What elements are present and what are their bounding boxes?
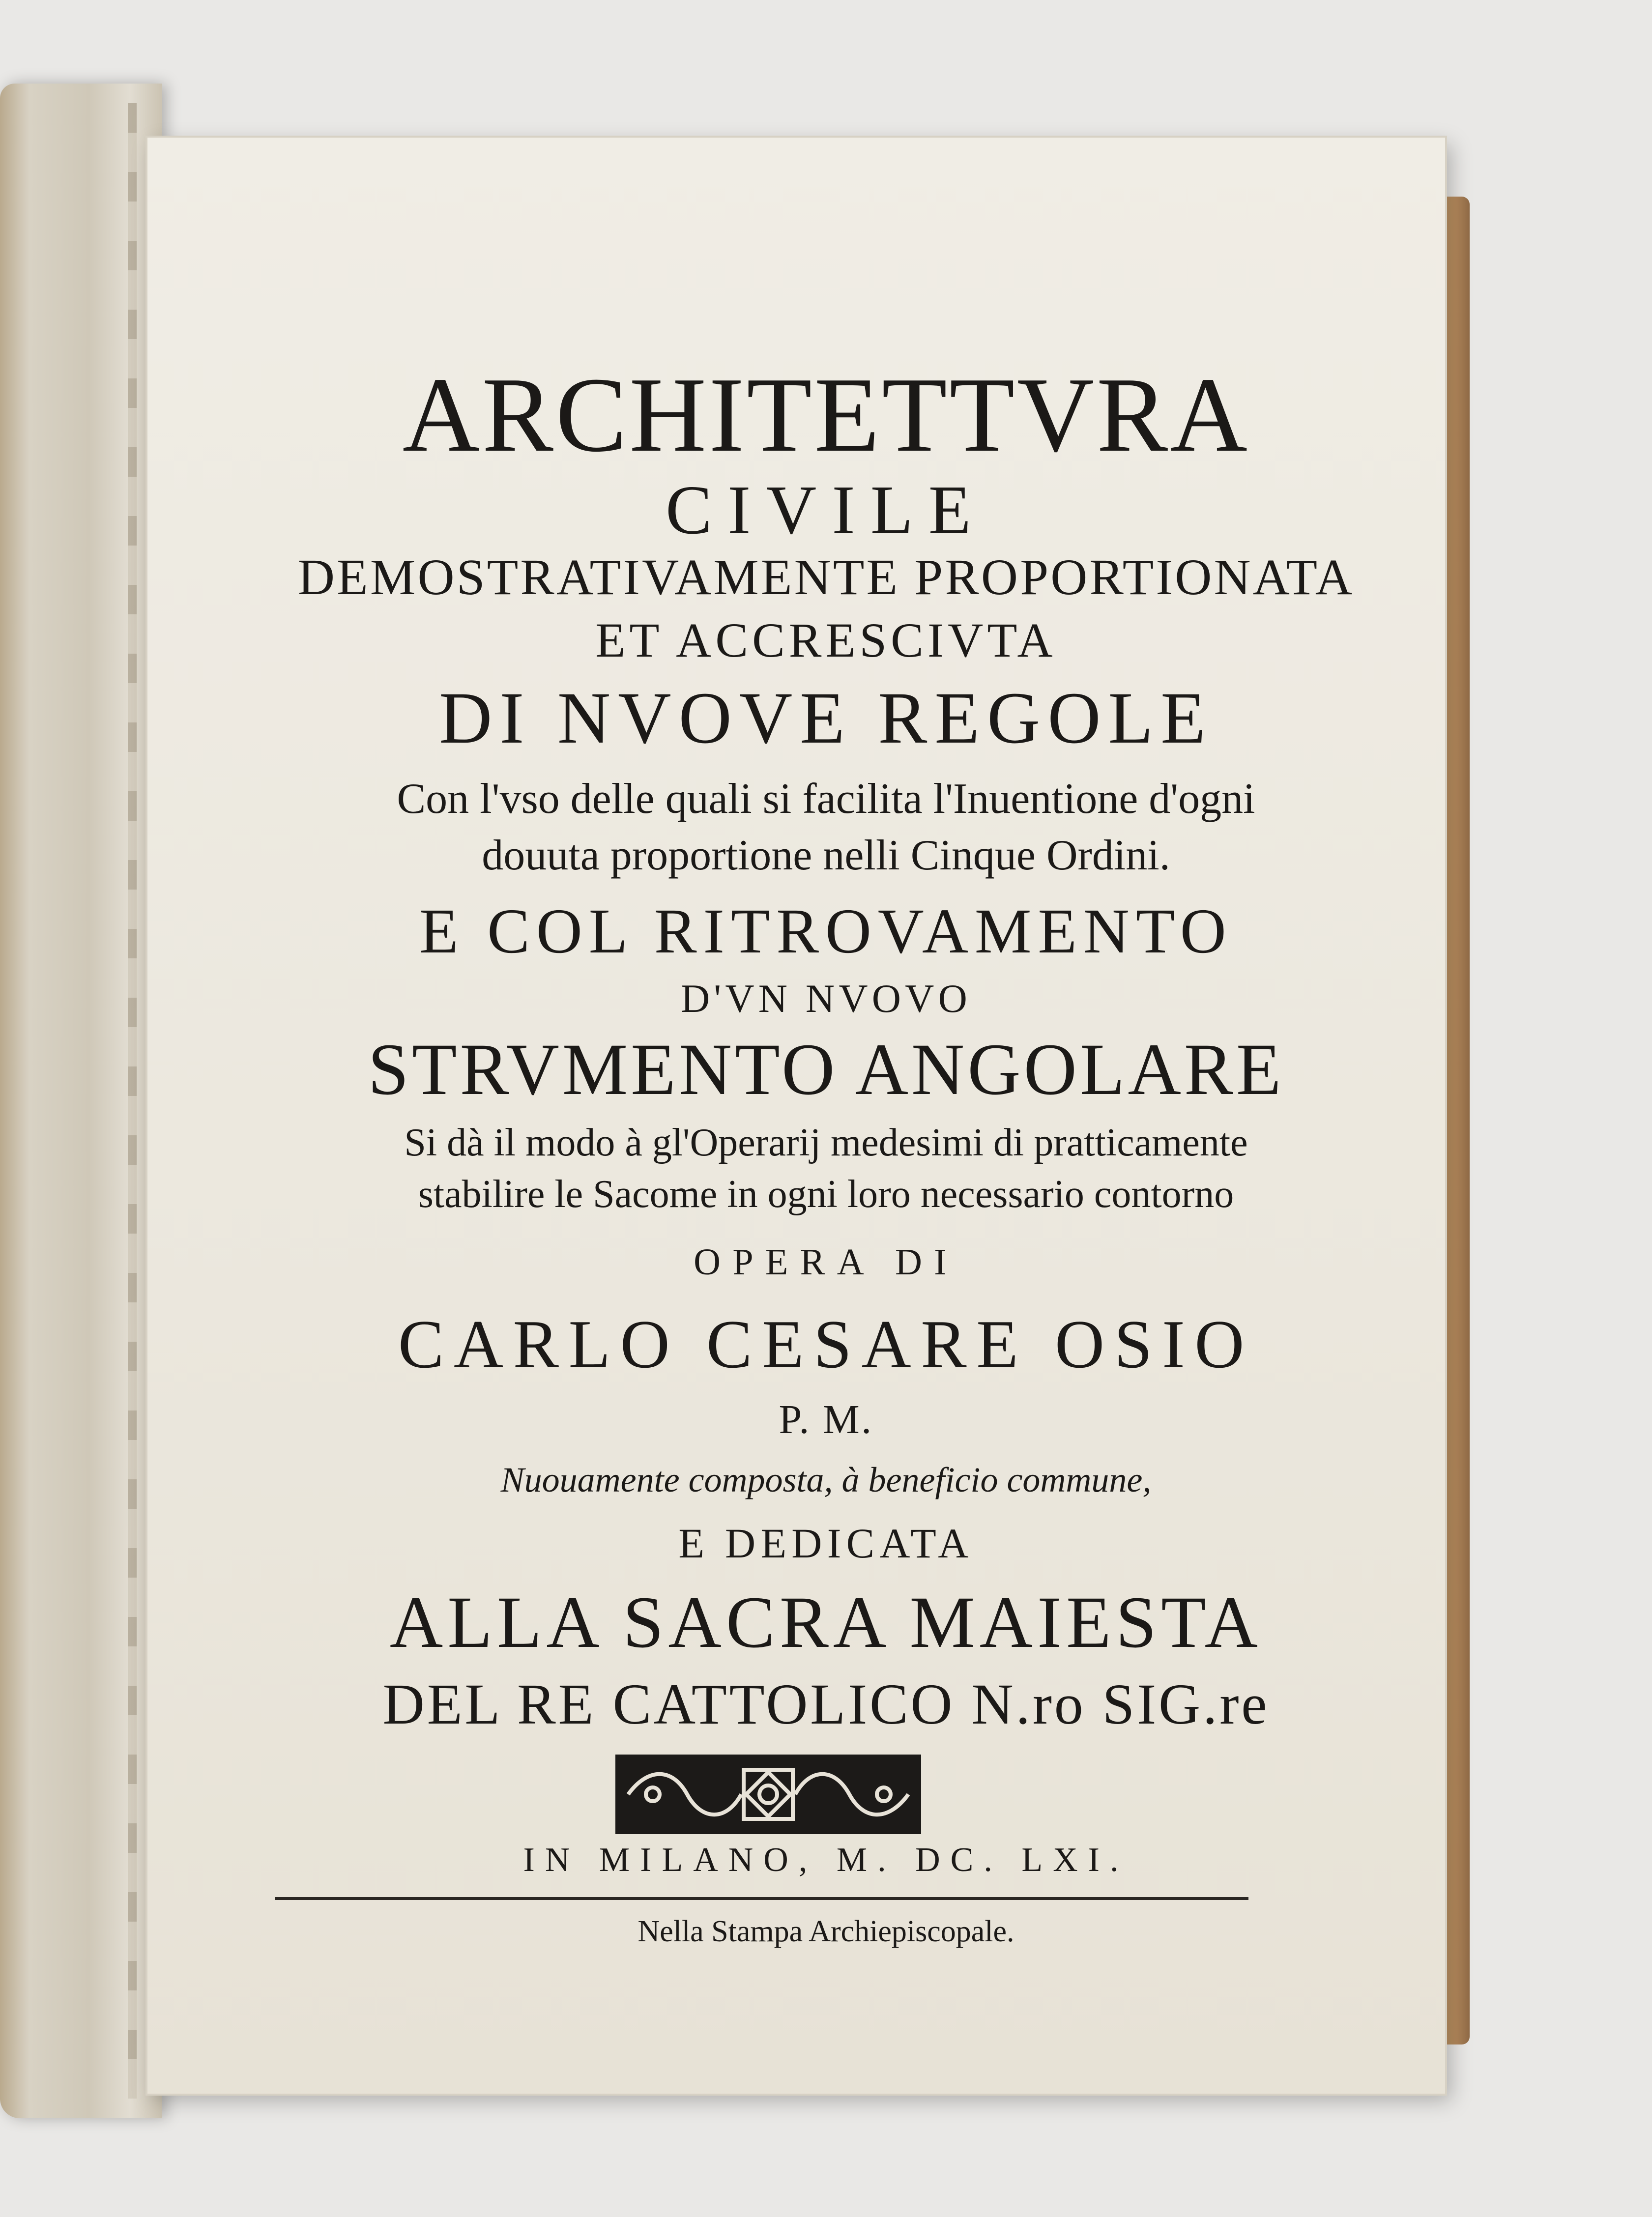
subtitle-nuove-regole: DI NVOVE REGOLE — [439, 677, 1213, 759]
imprint-rule — [275, 1897, 1248, 1900]
dedication-maiesta: ALLA SACRA MAIESTA — [389, 1582, 1263, 1663]
subtitle-demostrativamente: DEMOSTRATIVAMENTE PROPORTIONATA — [297, 549, 1355, 605]
subtitle-strumento-angolare: STRVMENTO ANGOLARE — [368, 1029, 1284, 1110]
title-civile: CIVILE — [666, 471, 986, 548]
author-title: P. M. — [779, 1397, 873, 1442]
subtitle-nuovo: D'VN NVOVO — [680, 976, 972, 1021]
subtitle-ritrovamento: E COL RITROVAMENTO — [419, 896, 1233, 967]
label-opera-di: OPERA DI — [694, 1241, 958, 1283]
text-uso: Con l'vso delle quali si facilita l'Inuentione d'ogni — [397, 775, 1255, 823]
label-dedicata: E DEDICATA — [678, 1520, 974, 1567]
dedication-re: DEL RE CATTOLICO N.ro SIG.re — [382, 1672, 1270, 1736]
author-name: CARLO CESARE OSIO — [398, 1306, 1254, 1382]
printers-ornament — [615, 1755, 921, 1834]
text-operarij: Si dà il modo à gl'Operarij medesimi di pratticamente — [404, 1121, 1248, 1164]
text-cinque-ordini: douuta proportione nelli Cinque Ordini. — [482, 832, 1170, 879]
imprint-place-date: IN MILANO, M. DC. LXI. — [523, 1841, 1129, 1879]
text-nuouamente: Nuouamente composta, à beneficio commune, — [500, 1460, 1152, 1499]
imprint-printer: Nella Stampa Archiepiscopale. — [638, 1915, 1014, 1948]
title-main: ARCHITETTVRA — [402, 356, 1250, 474]
subtitle-accrescivta: ET ACCRESCIVTA — [595, 613, 1057, 667]
text-sacome: stabilire le Sacome in ogni loro necessario contorno — [418, 1173, 1234, 1216]
